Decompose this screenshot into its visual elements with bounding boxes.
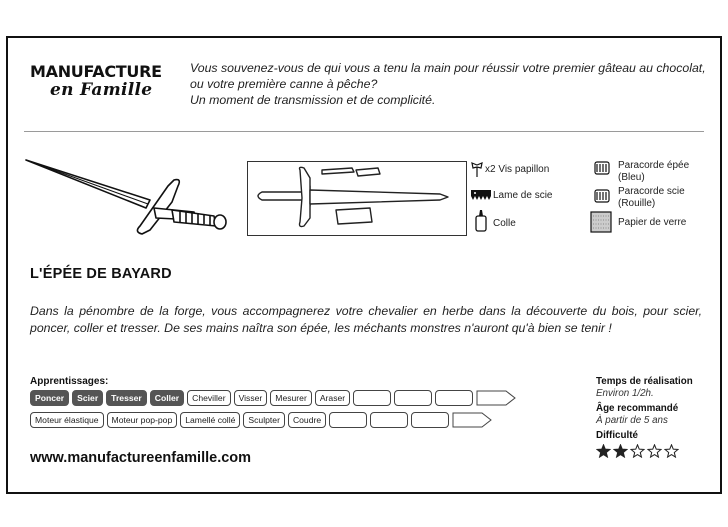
tag-row-2	[30, 412, 542, 428]
paracorde-bleu-line1: Paracorde épée	[618, 160, 690, 171]
project-details	[596, 376, 716, 458]
difficulty-stars	[596, 444, 716, 458]
wingnut-icon	[471, 162, 483, 178]
skill-tag: Mesurer	[270, 390, 312, 406]
intro-line2: Un moment de transmission et de complicité.	[190, 93, 436, 107]
product-card	[6, 36, 722, 494]
age-value: À partir de 5 ans	[596, 415, 668, 426]
skill-tag: Coudre	[288, 412, 326, 428]
star-icon	[630, 444, 645, 458]
sword-plan	[247, 161, 467, 236]
apprentissages-label: Apprentissages:	[30, 376, 109, 387]
cord-spool-icon	[593, 160, 611, 176]
paracorde-rouille-line1: Paracorde scie	[618, 186, 685, 197]
temps-value: Environ 1/2h.	[596, 388, 654, 399]
colle-label: Colle	[493, 218, 516, 229]
empty-tag	[329, 412, 367, 428]
skill-tag: Moteur pop-pop	[107, 412, 178, 428]
skill-tag: Poncer	[30, 390, 69, 406]
skill-tag: Moteur élastique	[30, 412, 104, 428]
age-label: Âge recommandé	[596, 403, 679, 414]
skill-tag: Tresser	[106, 390, 147, 406]
website-link[interactable]: www.manufactureenfamille.com	[30, 450, 252, 466]
apprentissages-tags	[30, 390, 542, 434]
skill-tag: Cheviller	[187, 390, 230, 406]
temps-label: Temps de réalisation	[596, 376, 693, 387]
sandpaper-icon	[590, 211, 612, 233]
empty-tag	[411, 412, 449, 428]
arrow-icon	[452, 412, 492, 428]
empty-tag	[370, 412, 408, 428]
skill-tag: Araser	[315, 390, 350, 406]
divider	[24, 131, 704, 132]
intro-text	[190, 60, 710, 108]
skill-tag: Coller	[150, 390, 184, 406]
empty-tag	[394, 390, 432, 406]
brand-logo	[30, 63, 172, 103]
brand-line2: en Famille	[50, 80, 153, 100]
sword-plan-drawing	[248, 162, 466, 235]
cord-spool-icon	[593, 188, 611, 204]
product-title: L'ÉPÉE DE BAYARD	[30, 266, 172, 282]
skill-tag: Visser	[234, 390, 268, 406]
empty-tag	[353, 390, 391, 406]
product-description: Dans la pénombre de la forge, vous accompagnerez votre chevalier en herbe dans la découverte du bois, pour scier, poncer, coller et tresser. De ses mains naîtra son épée, les méchants monstres n'auront qu'à bien se tenir !	[30, 304, 702, 335]
skill-tag: Sculpter	[243, 412, 285, 428]
paracorde-bleu-line2: (Bleu)	[618, 172, 645, 183]
paracorde-rouille-line2: (Rouille)	[618, 198, 656, 209]
star-icon	[664, 444, 679, 458]
difficulte-label: Difficulté	[596, 430, 638, 441]
skill-tag: Lamellé collé	[180, 412, 240, 428]
saw-blade-icon	[471, 188, 491, 202]
glue-icon	[475, 210, 487, 232]
star-icon	[647, 444, 662, 458]
lame-label: Lame de scie	[493, 190, 553, 201]
tag-row-1	[30, 390, 542, 406]
intro-line1: Vous souvenez-vous de qui vous a tenu la main pour réussir votre premier gâteau au chocolat, ou votre première canne à pêche?	[190, 61, 706, 91]
brand-line1: MANUFACTURE	[30, 62, 162, 81]
empty-tag	[435, 390, 473, 406]
star-icon	[613, 444, 628, 458]
star-icon	[596, 444, 611, 458]
papier-label: Papier de verre	[618, 217, 687, 228]
arrow-icon	[476, 390, 516, 406]
vis-quantity: x2	[485, 164, 496, 175]
vis-label: Vis papillon	[498, 164, 550, 175]
sword-illustration	[22, 156, 227, 236]
skill-tag: Scier	[72, 390, 103, 406]
